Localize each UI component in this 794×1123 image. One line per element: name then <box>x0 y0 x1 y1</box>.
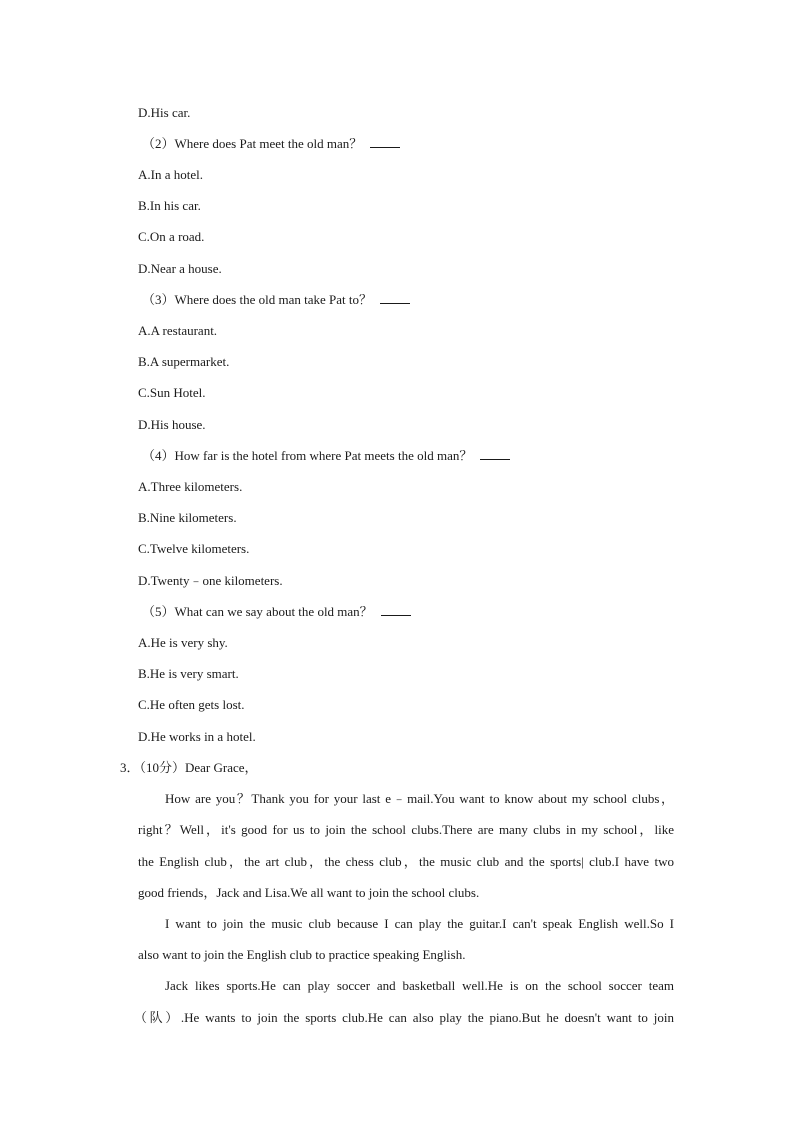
sub-question-5 <box>142 604 411 620</box>
option-c: C.On a road. <box>138 229 205 244</box>
question-text: （4）How far is the hotel from where Pat meets the old man？ <box>142 448 473 463</box>
paragraph-line: How are you？Thank you for your last e﹣mail.You want to know about my school clubs， <box>165 791 674 806</box>
option-a: A.A restaurant. <box>138 323 218 338</box>
paragraph-line: I want to join the music club because I can play the guitar.I can't speak English well.So I <box>165 916 674 931</box>
paragraph-line: （队）.He wants to join the sports club.He can also play the piano.But he doesn't want to join <box>134 1010 674 1025</box>
question-3-header: 3．（10分）Dear Grace， <box>120 760 258 775</box>
question-text: （5）What can we say about the old man？ <box>142 604 373 619</box>
answer-blank <box>370 137 400 148</box>
option-d: D.He works in a hotel. <box>138 729 256 744</box>
answer-blank <box>381 605 411 616</box>
option-a: A.Three kilometers. <box>138 479 243 494</box>
sub-question-2 <box>142 136 400 152</box>
sub-question-3 <box>142 292 410 308</box>
option-c: C.Twelve kilometers. <box>138 541 250 556</box>
question-text: （2）Where does Pat meet the old man？ <box>142 136 363 151</box>
option-b: B.In his car. <box>138 198 201 213</box>
paragraph-line: right？Well，it's good for us to join the school clubs.There are many clubs in my school，like <box>138 822 674 837</box>
option-a: A.In a hotel. <box>138 167 203 182</box>
paragraph-line: Jack likes sports.He can play soccer and basketball well.He is on the school soccer team <box>165 978 674 993</box>
paragraph-line: also want to join the English club to practice speaking English. <box>138 947 466 962</box>
sub-question-4 <box>142 448 510 464</box>
option-d: D.Near a house. <box>138 261 222 276</box>
paragraph-line: the English club，the art club，the chess club，the music club and the sports| club.I have two <box>138 854 674 869</box>
answer-blank <box>480 449 510 460</box>
option-d: D.Twenty﹣one kilometers. <box>138 573 283 588</box>
option-b: B.A supermarket. <box>138 354 230 369</box>
paragraph-line: good friends，Jack and Lisa.We all want to join the school clubs. <box>138 885 480 900</box>
option-c: C.Sun Hotel. <box>138 385 206 400</box>
answer-blank <box>380 293 410 304</box>
option-d: D.His house. <box>138 417 206 432</box>
option-c: C.He often gets lost. <box>138 697 245 712</box>
option-b: B.Nine kilometers. <box>138 510 237 525</box>
question-text: （3）Where does the old man take Pat to？ <box>142 292 372 307</box>
option-a: A.He is very shy. <box>138 635 228 650</box>
option-d-his-car: D.His car. <box>138 105 191 120</box>
option-b: B.He is very smart. <box>138 666 239 681</box>
